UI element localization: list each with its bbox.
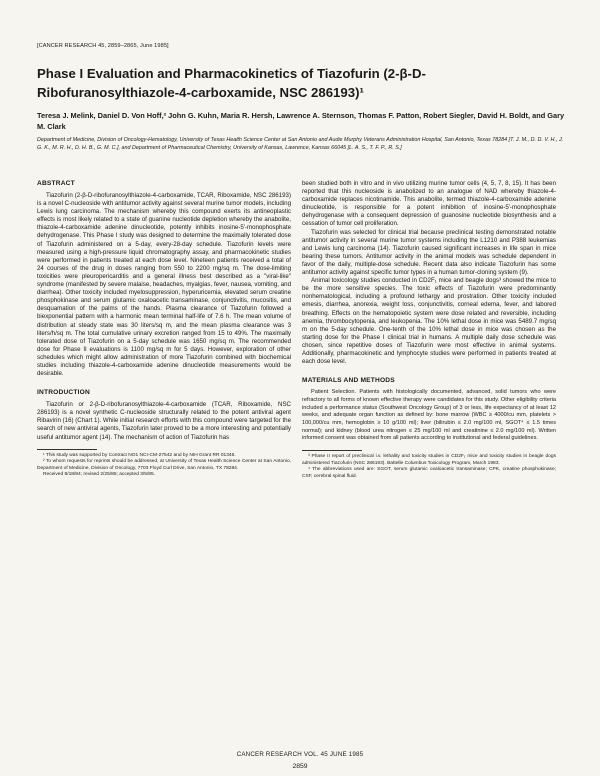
introduction-heading: INTRODUCTION	[37, 389, 90, 397]
introduction-continued-3: Animal toxicology studies conducted in CD2F₁ mice and beagle dogs³ showed the mice to be the more sensitive species. The toxic effects of Tiazofurin were predominantly nonhematological, including a profound lethargy and prostration. Other toxicity included emesis, diarrhea, anorexia, weight loss, conjunctivitis, corneal edema, fever, and labored breathing. Effects on the hematopoietic system were dose related and reversible, including anemia, thrombocytopenia, and leukopenia. The 10% lethal dose in mice was 5489.7 mg/sq m on the 5-day schedule. One-tenth of the 10% lethal dose in mice was chosen as the starting dose for the Phase I clinical trial in humans. A multiple daily dose schedule was chosen, since repetitive doses of Tiazofurin were most effective in animal systems. Additionally, pharmacokinetic and lymphocyte studies were performed in patients treated at each dose level.	[302, 277, 556, 366]
introduction-continued-2: Tiazofurin was selected for clinical trial because preclinical testing demonstrated notable antitumor activity in several murine tumor systems including the L1210 and P388 leukemias and Lewis lung carcinoma (14). Tiazofurin caused significant increases in life span in mice bearing these tumors. Antitumor activity in the animal models was schedule dependent in favor of the daily, multiple-dose schedule. Recent data also indicate Tiazofurin has some antitumor activity against specific tumor types in a human tumor-cloning system (9).	[302, 228, 556, 277]
journal-citation-line: [CANCER RESEARCH 45, 2859–2865, June 1985]	[37, 43, 169, 49]
footnote-received-dates: Received 8/18/84; revised 2/25/85; accepted 3/5/85.	[43, 472, 156, 478]
abstract-text: Tiazofurin (2-β-D-ribofuranosylthiazole-4-carboxamide, TCAR, Riboxamide, NSC 286193) is a novel C-nucleoside with antitumor activity against several murine tumor models, including Lewis lung carcinoma. The mechanism whereby this compound exerts its antineoplastic effects is most likely related to a state of guanine nucleotide depletion whereby the anabolite, thiazole-4-carboxamide adenine dinucleotide, potently inhibits inosine-5'-monophosphate dehydrogenase. This Phase I study was designed to determine the maximally tolerated dose of Tiazofurin administered on a 5-day, every-28-day schedule. Tiazofurin levels were measured using a high-pressure liquid chromatography assay, and pharmacokinetic studies were performed in patients treated at each dose level. Nineteen patients received a total of 24 courses of the drug in doses ranging from 550 to 2200 mg/sq m. The dose-limiting toxicities were pleuropericarditis and a general illness best described as a "viral-like" syndrome (manifested by severe malaise, headaches, myalgias, fever, nausea, vomiting, and diarrhea). Other toxicity included myelosuppression, hyperuricemia, elevated serum creatine phosphokinase and serum glutamic oxaloacetic transaminase, conjunctivitis, mucositis, and desquamation of the palms of the hands. Plasma clearance of Tiazofurin followed a biexponential pattern with a harmonic mean terminal half-life of 7.6 h. The mean volume of distribution at steady state was 30 liters/sq m, and the mean plasma clearance was 3 liters/h/sq m. The total cumulative urinary excretion ranged from 15 to 49%. The maximally tolerated dose of Tiazofurin on a 5-day schedule was 1650 mg/sq m. The recommended dose for Phase II evaluations is 1100 mg/sq m for 5 days. However, exploration of other schedules which might allow administration of more Tiazofurin combined with biochemical studies including thiazole-4-carboxamide adenine dinucleotide measurements would be desirable.	[37, 192, 291, 378]
page-number: 2859	[292, 763, 308, 770]
article-title: Phase I Evaluation and Pharmacokinetics of Tiazofurin (2-β-D-Ribofuranosylthiazole-4-carboxamide, NSC 286193)¹	[37, 66, 426, 100]
footnote-reprints: ² To whom requests for reprints should be addressed, at University of Texas Health Science Center at San Antonio, Department of Medicine, Division of Oncology, 7703 Floyd Curl Drive, San Antonio, TX 78284.	[37, 459, 291, 471]
abstract-heading: ABSTRACT	[37, 180, 75, 187]
patient-selection-text: Patient Selection. Patients with histologically documented, advanced, solid tumors who were refractory to all forms of known effective therapy were candidates for this study. Other eligibility criteria included a performance status (Southwest Oncology Group) of 3 or less, life expectancy of at least 12 weeks, and adequate organ function as defined by: bone marrow (WBC ≥ 4000/cu mm, platelets > 100,000/cu mm, hemoglobin ≥ 10 g/100 ml); liver (bilirubin ≤ 2.0 mg/100 ml, SGOT⁴ ≤ 1.5 times normal); and kidney (blood urea nitrogen ≤ 25 mg/100 ml and creatinine ≤ 2.0 mg/100 ml). Written informed consent was obtained from all patients according to institutional and federal guidelines.	[302, 389, 556, 442]
footnote-abbreviations: ⁴ The abbreviations used are: SGOT, serum glutamic oxaloacetic transaminase; CPK, creatine phosphokinase; CSF, cerebral spinal fluid.	[302, 467, 556, 479]
author-affiliations: Department of Medicine, Division of Oncology-Hematology, University of Texas Health Science Center at San Antonio and Audie Murphy Veterans Administration Hospital, San Antonio, Texas 78284 [T. J. M., D. D. V. H., J. G. K., M. R. H., D. H. B., G. M. C.], and Department of Pharmaceutical Chemistry, University of Kansas, Lawrence, Kansas 66045 [L. A. S., T. F. P., R. S.]	[37, 137, 564, 152]
footer-journal-line: CANCER RESEARCH VOL. 45 JUNE 1985	[236, 751, 364, 758]
footnote-toxicology-report: ³ Phase II report of preclinical i.v. lethality and toxicity studies in CD2F₁ mice and toxicity studies in beagle dogs administered Tiazofurin (NSC 286193). Battelle Columbus Toxicology Program, March 1983.	[302, 454, 556, 466]
introduction-text: Tiazofurin or 2-β-D-ribofuranosylthiazole-4-carboxamide (TCAR, Riboxamide, NSC 286193) is a novel synthetic C-nucleoside structurally related to the potent antiviral agent Ribavirin (16) (Chart 1). While initial research efforts with this compound were targeted for the search of new antiviral agents, Tiazofurin later proved to be a more interesting and potentially useful antitumor agent (14). The mechanism of action of Tiazofurin has	[37, 401, 291, 441]
left-column	[37, 180, 291, 479]
footnote-divider	[302, 450, 362, 451]
footnote-divider	[37, 449, 97, 450]
footnote-funding: ¹ This study was supported by Contract NO1 NCI-CM-27542 and by NIH Grant RR 01346.	[43, 452, 236, 458]
right-column	[302, 180, 556, 480]
methods-heading: MATERIALS AND METHODS	[302, 377, 395, 385]
introduction-continued-1: been studied both in vitro and in vivo utilizing murine tumor cells (4, 5, 7, 8, 15). It has been reported that this nucleoside is anabolized to an analogue of NAD whereby thiazole-4-carboxamide replaces nicotinamide. This anabolite, termed thiazole-4-carboxamide adenine dinucleotide, is responsible for a potent inhibition of inosine-5'-monophosphate dehydrogenase with a consequent depression of guanosine nucleotide biosynthesis and a cessation of tumor cell proliferation.	[302, 180, 556, 228]
author-list: Teresa J. Melink, Daniel D. Von Hoff,² John G. Kuhn, Maria R. Hersh, Lawrence A. Sternson, Thomas F. Patton, Robert Siegler, David H. Boldt, and Gary M. Clark	[37, 111, 565, 131]
